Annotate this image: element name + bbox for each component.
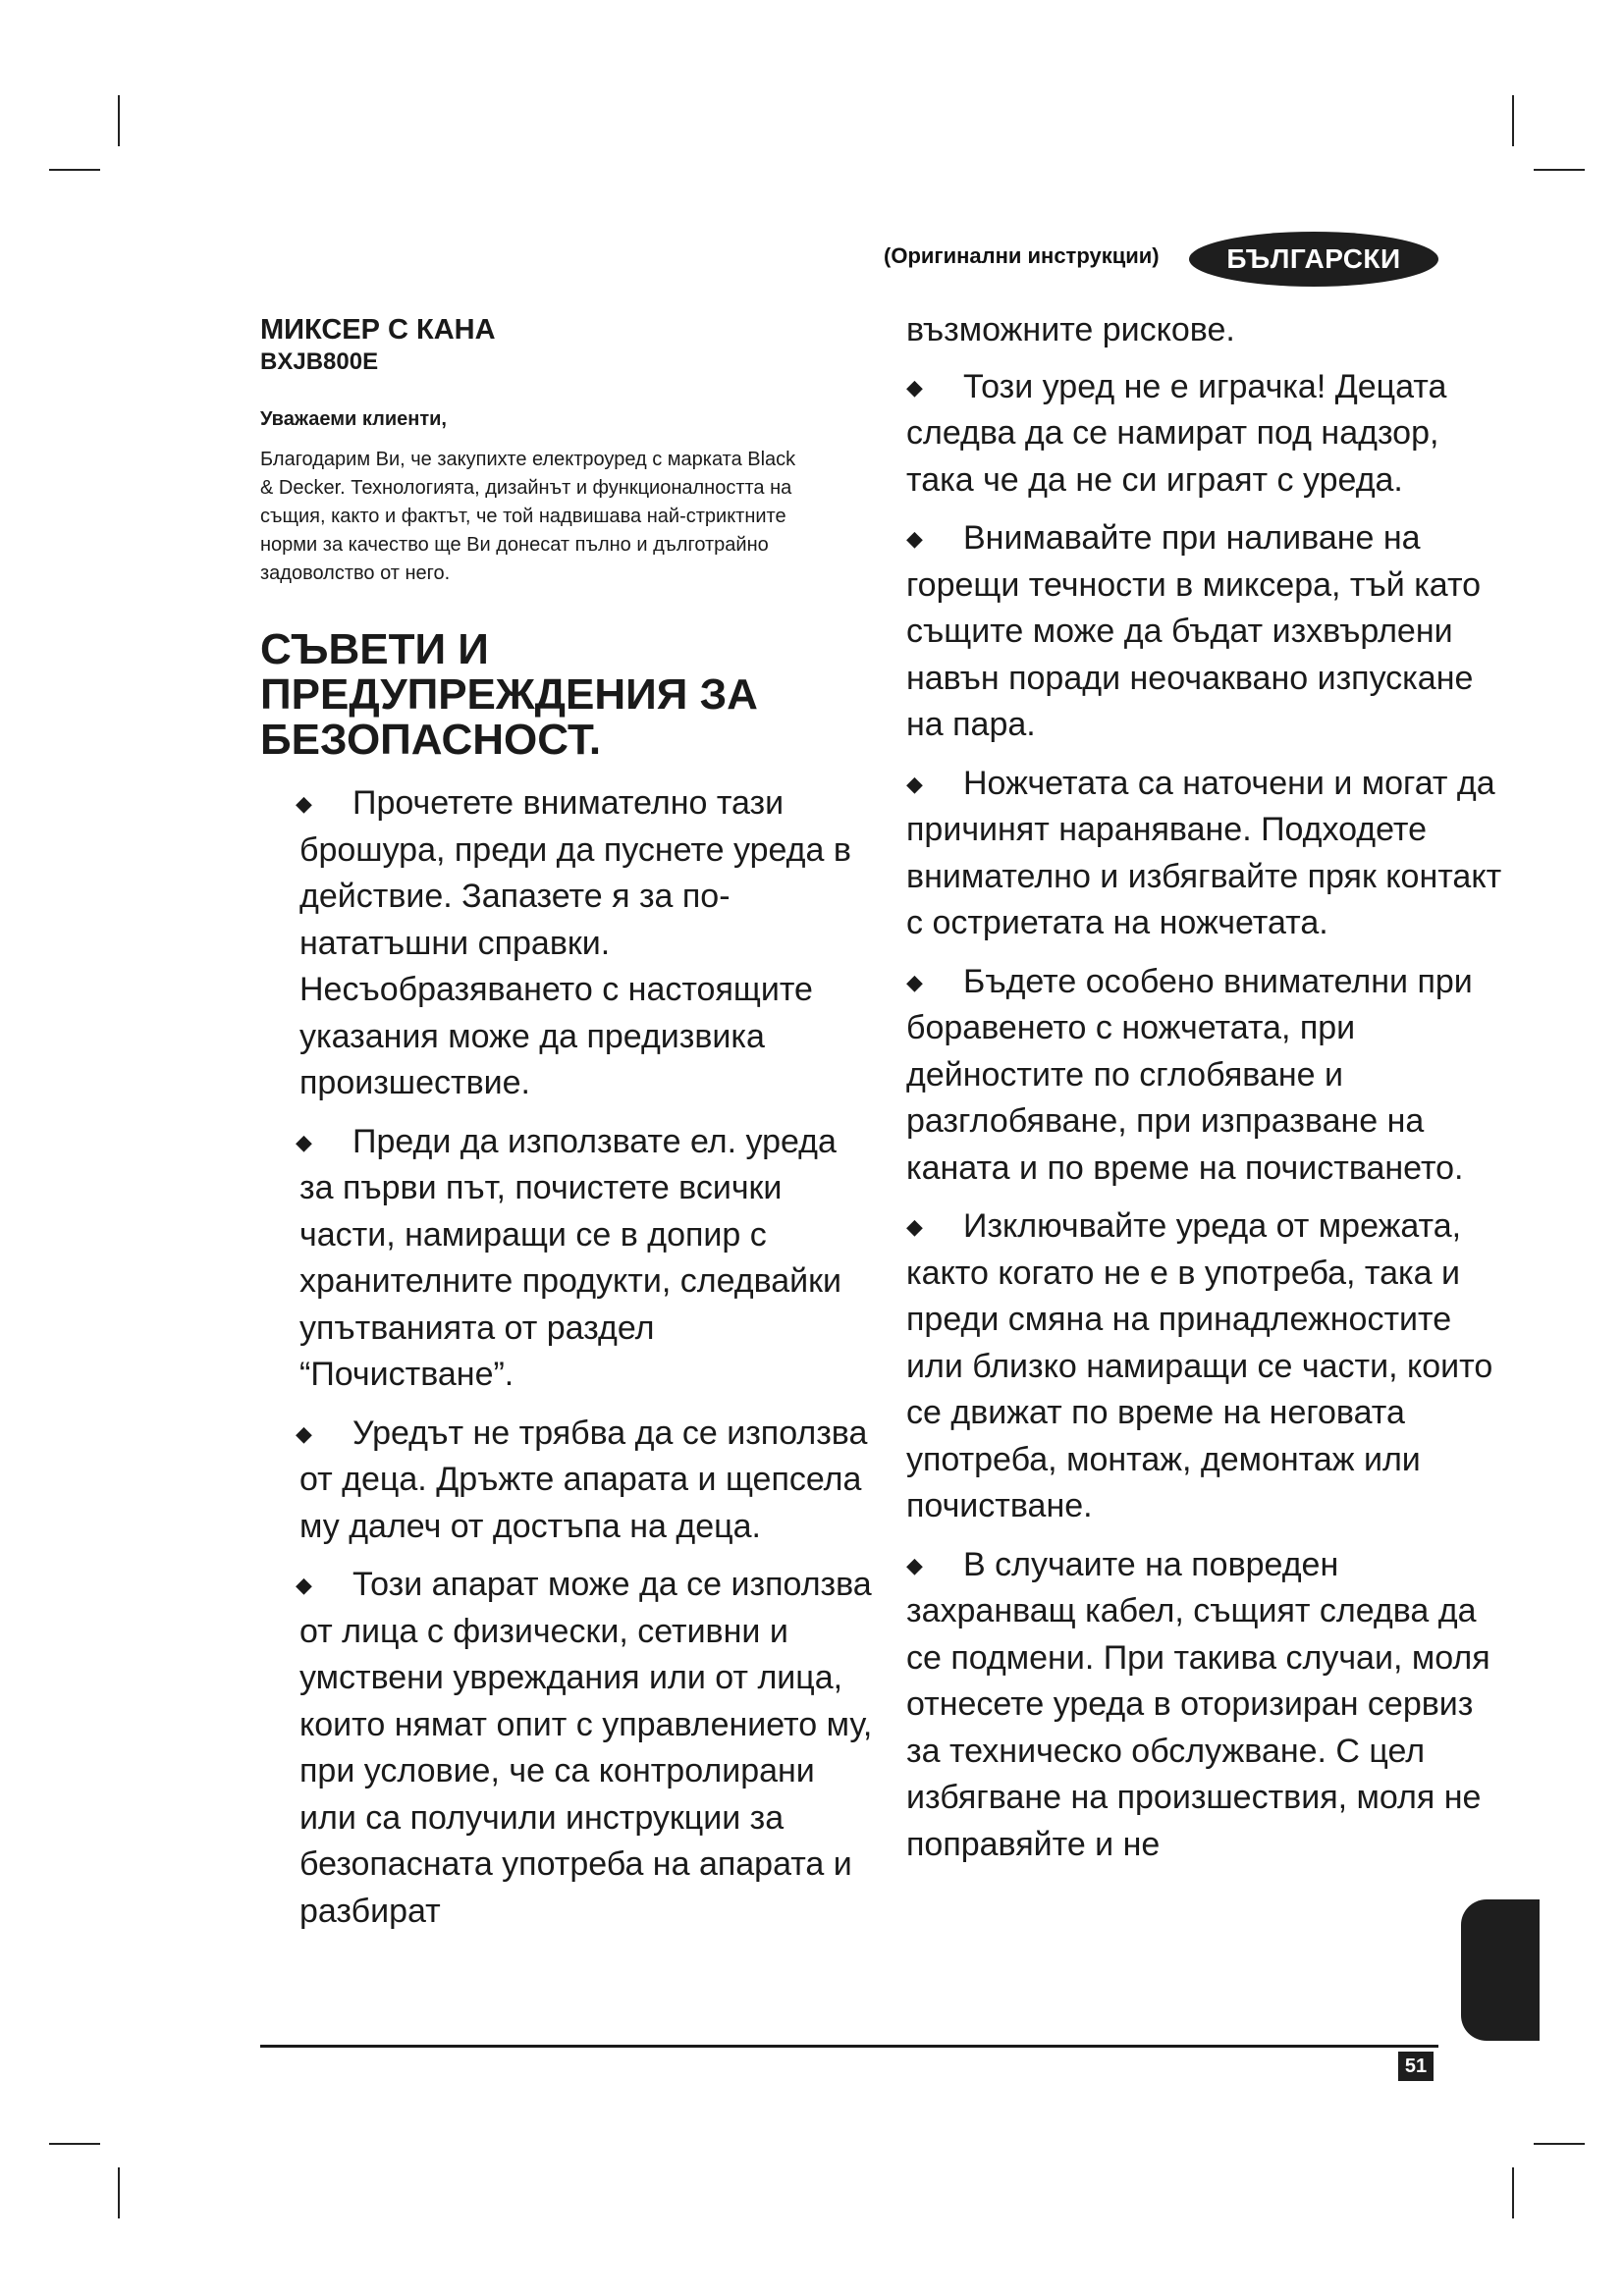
diamond-bullet-icon: ◆	[906, 1214, 923, 1239]
diamond-bullet-icon: ◆	[906, 771, 923, 796]
crop-mark	[1534, 2143, 1585, 2145]
crop-mark	[1512, 2167, 1514, 2218]
diamond-bullet-icon: ◆	[906, 374, 923, 400]
diamond-bullet-icon: ◆	[906, 1552, 923, 1577]
greeting: Уважаеми клиенти,	[260, 408, 447, 430]
crop-mark	[1512, 95, 1514, 146]
section-title-line: БЕЗОПАСНОСТ.	[260, 716, 602, 764]
diamond-bullet-icon: ◆	[296, 1129, 312, 1154]
list-item-text: Бъдете особено внимателни при боравенето с ножчетата, при дейностите по сглобяване и разглобяване, при изпразване на каната и по време на почистването.	[906, 962, 1473, 1187]
section-title-line: ПРЕДУПРЕЖДЕНИЯ ЗА	[260, 670, 758, 719]
list-item-text: Този уред не е играчка! Децата следва да се намират под надзор, така че да не си играят с уреда.	[906, 367, 1447, 499]
diamond-bullet-icon: ◆	[296, 1573, 312, 1597]
crop-mark	[49, 2143, 100, 2145]
list-item	[906, 1203, 1515, 1530]
section-title-line: СЪВЕТИ И	[260, 625, 489, 673]
list-item-text: Ножчетата са наточени и могат да причинят нараняване. Подходете внимателно и избягвайте пряк контакт с остриетата на ножчетата.	[906, 764, 1502, 941]
crop-mark	[1534, 169, 1585, 171]
language-badge: БЪЛГАРСКИ	[1189, 232, 1438, 287]
list-item-text: Изключвайте уреда от мрежата, както когато не е в употреба, така и преди смяна на принадлежностите или близко намиращи се части, които се движат по време на неговата употреба, монтаж, демонтаж или почистване.	[906, 1207, 1493, 1524]
list-item	[906, 515, 1515, 749]
list-item	[906, 761, 1515, 947]
crop-mark	[118, 95, 120, 146]
diamond-bullet-icon: ◆	[906, 526, 923, 551]
right-column	[906, 307, 1515, 1880]
diamond-bullet-icon: ◆	[296, 1420, 312, 1446]
list-item-text: Този апарат може да се използва от лица с физически, сетивни и умствени увреждания или от лица, които нямат опит с управлението му, при условие, че са контролирани или са получили инструкции за безопасната употреба на апарата и разбират	[299, 1566, 873, 1930]
list-item	[260, 1562, 874, 1935]
original-instructions-note: (Оригинални инструкции)	[884, 243, 1160, 268]
list-item-text: В случаите на повреден захранващ кабел, същият следва да се подмени. При такива случаи, моля отнесете уреда в оторизиран сервиз за техническо обслужване. С цел избягване на произшествия, моля не поправяйте и не	[906, 1545, 1490, 1863]
chapter-tab	[1461, 1899, 1540, 2041]
list-item	[906, 1542, 1515, 1869]
list-item-text: Преди да използвате ел. уреда за първи път, почистете всички части, намиращи се в допир с хранителните продукти, следвайки упътванията от раздел “Почистване”.	[299, 1122, 842, 1393]
list-item-text: Внимавайте при наливане на горещи течности в миксера, тъй като същите може да бъдат изхвърлени навън поради неочаквано изпускане на пара.	[906, 519, 1482, 743]
diamond-bullet-icon: ◆	[296, 791, 312, 816]
list-item	[906, 959, 1515, 1193]
list-item-text: Уредът не трябва да се използва от деца. Дръжте апарата и щепсела му далеч от достъпа на деца.	[299, 1414, 868, 1545]
crop-mark	[49, 169, 100, 171]
left-column	[260, 312, 874, 1947]
product-title: МИКСЕР С КАНА	[260, 314, 496, 346]
list-item	[260, 1119, 874, 1399]
product-model: BXJB800E	[260, 348, 379, 375]
list-item	[260, 1411, 874, 1551]
diamond-bullet-icon: ◆	[906, 969, 923, 994]
list-item	[260, 780, 874, 1107]
list-item	[906, 364, 1515, 505]
page-number: 51	[1398, 2052, 1434, 2081]
section-title	[260, 627, 874, 763]
list-item-text: Прочетете внимателно тази брошура, преди да пуснете уреда в действие. Запазете я за по-нататъшни справки. Несъобразяването с настоящите указания може да предизвика произшествие.	[299, 784, 851, 1101]
continued-text: възможните рискове.	[906, 311, 1235, 348]
intro-text: Благодарим Ви, че закупихте електроуред с марката Black & Decker. Технологията, дизайнът и функционалността на същия, както и фактът, че той надвишава най-стриктните норми за качество ще Ви донесат пълно и дълготрайно задоволство от него.	[260, 449, 796, 584]
footer-divider	[260, 2045, 1438, 2048]
crop-mark	[118, 2167, 120, 2218]
